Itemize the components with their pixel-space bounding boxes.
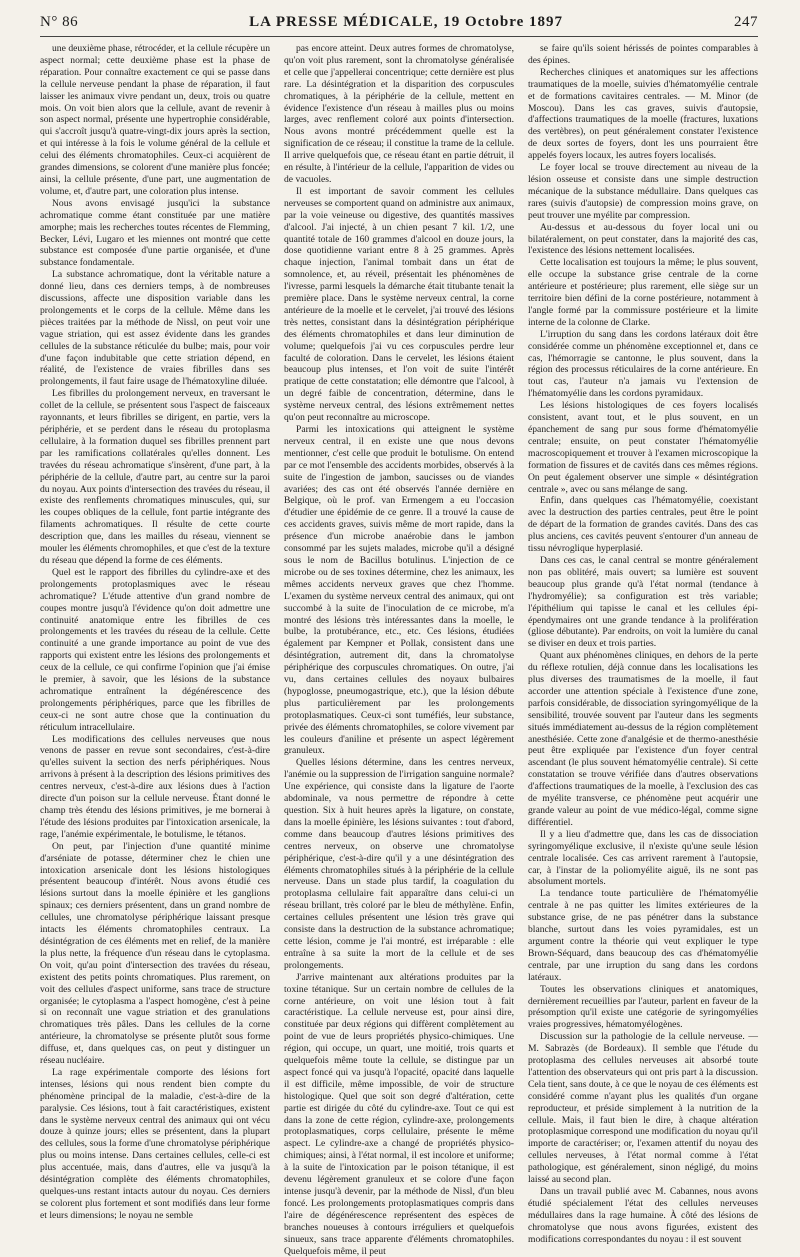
paragraph: Au-dessus et au-dessous du foyer local uni ou bilatéralement, on peut constater, dans la majorité des cas, l'existence des lésions nettement localisées. xyxy=(528,221,758,257)
paragraph: La rage expérimentale comporte des lésions fort intenses, lésions qui nous rendent bien compte du phénomène principal de la maladie, c'est-à-dire de la paralysie. Ces lésions, tout à fait caractéristiques, existent dans le système nerveux central des animaux qui ont vécu douze à quinze jours; elles se présentent, dans la plupart des cellules, sous la forme d'une chromatolyse périphérique plus ou moins intense. Dans certaines cellules, celle-ci est plus accentuée, mais, dans d'autres, elle va jusqu'à la désintégration complète des éléments chromatophiles, quelques-uns restant intacts autour du noyau. Ces derniers se colorent plus fortement et sont modifiés dans leur forme et leurs dimensions; le noyau ne semble xyxy=(40,1066,270,1221)
text-columns xyxy=(40,43,758,1257)
paragraph: Nous avons envisagé jusqu'ici la substance achromatique comme étant constituée par une matière amorphe; mais les recherches toutes récentes de Flemming, Becker, Lévi, Lugaro et les miennes ont montré que cette substance est composée d'une partie organisée, et d'une substance fondamentale. xyxy=(40,197,270,269)
paragraph: pas encore atteint. Deux autres formes de chromatolyse, qu'on voit plus rarement, sont la chromatolyse généralisée et celle que j'appellerai concentrique; cette dernière est plus rare. La désintégration et la disparition des corpuscules chromatiques, à la périphérie de la cellule, mettent en évidence l'existence d'un réseau à mailles plus ou moins larges, avec renflement coloré aux points d'intersection. Nous avons montré précédemment quelle est la signification de ce réseau; il constitue la trame de la cellule. Il arrive quelquefois que, ce réseau étant en partie détruit, il en résulte, à l'intérieur de la cellule, l'apparition de vides ou de vacuoles. xyxy=(284,43,514,185)
paragraph: La tendance toute particulière de l'hématomyélie centrale à ne pas quitter les limites extérieures de la substance grise, de ne pas pénétrer dans la substance blanche, surtout dans les voies pyramidales, est un argument contre la théorie qui veut expliquer le type Brown-Séquard, dans beaucoup des cas d'hématomyélie centrale, par une irruption du sang dans les cordons latéraux. xyxy=(528,888,758,983)
paragraph: Parmi les intoxications qui atteignent le système nerveux central, il en existe une que nous devons mentionner, c'est celle que produit le botulisme. On entend par ce mot l'ensemble des accidents morbides, observés à la suite de l'ingestion de jambon, saucisses ou de viandes avariées; des cas ont été observés l'année dernière en Belgique, où le prof. van Ermengem a eu l'occasion d'étudier une épidémie de ce genre. Il a trouvé la cause de ces accidents graves, suivis même de mort rapide, dans la présence d'un microbe anaérobie dans le jambon consommé par les sujets malades, microbe qu'il a désigné sous le nom de Bacillus botulinus. L'injection de ce microbe ou de ses toxines détermine, chez les animaux, les mêmes accidents nerveux graves que chez l'homme. L'examen du système nerveux central des animaux, qui ont succombé à la suite de l'inoculation de ce microbe, m'a montré des lésions très intéressantes dans la moelle, le bulbe, la protubérance, etc., etc. Ces lésions, étudiées également par Kempner et Pollak, consistent dans une désintégration, autrement dit, dans la chromatolyse périphérique des corpuscules chromatiques. On outre, j'ai vu, dans certaines cellules des noyaux bulbaires (hypoglosse, pneumogastrique, etc.), que la lésion débute plus particulièrement par les prolongements protoplasmatiques. Ceux-ci sont tuméfiés, leur substance, privée des éléments chromatophiles, se colore vivement par les couleurs d'aniline et présente un aspect légèrement granuleux. xyxy=(284,424,514,757)
paragraph: Enfin, dans quelques cas l'hématomyélie, coexistant avec la destruction des parties centrales, peut être le point de départ de la formation de grandes cavités. Dans des cas plus anciens, ces cavités peuvent s'entourer d'un anneau de tissu névroglique hyperplasié. xyxy=(528,495,758,555)
paragraph: J'arrive maintenant aux altérations produites par la toxine tétanique. Sur un certain nombre de cellules de la corne antérieure, on voit une lésion tout à fait caractéristique. La cellule nerveuse est, pour ainsi dire, constituée par deux régions qui diffèrent complètement au point de vue de leurs propriétés physico-chimiques. Une région, qui occupe, un quart, une moitié, trois quarts et quelquefois même toute la cellule, se distingue par un aspect foncé qui va jusqu'à l'opacité, opacité dans laquelle il est difficile, même impossible, de voir de structure histologique. Quel que soit son degré d'altération, cette partie est dirigée du côté du cylindre-axe. Tout ce qui est dans la zone de cette région, cylindre-axe, prolongements protoplasmatiques, corps cellulaire, présente le même aspect. Le cylindre-axe a changé de propriétés physico-chimiques; ainsi, à l'état normal, il est incolore et uniforme; à la suite de l'intoxication par le poison tétanique, il est devenu légèrement granuleux et se colore d'une façon intense jusqu'à devenir, par la méthode de Nissl, d'un bleu foncé. Les prolongements protoplasmatiques compris dans l'aire de dégénérescence représentent des espèces de branches noueuses à contours irréguliers et quelquefois sinueux, sans trace apparente d'éléments chromatophiles. Quelquefois même, il peut xyxy=(284,971,514,1257)
paragraph: Il y a lieu d'admettre que, dans les cas de dissociation syringomyélique exclusive, il n'existe qu'une seule lésion centrale localisée. Ces cas arrivent rarement à l'autopsie, car, à l'instar de la poliomyélite aiguë, ils ne sont pas absolument mortels. xyxy=(528,828,758,888)
column-right xyxy=(528,43,758,1245)
paragraph: L'irruption du sang dans les cordons latéraux doit être considérée comme un phénomène exceptionnel et, dans ce cas, l'hémorragie se cantonne, le plus souvent, dans la région des processus réticulaires de la corne antérieure. En tout cas, l'auteur n'a jamais vu l'extension de l'hématomyélie dans les cordons pyramidaux. xyxy=(528,328,758,400)
paragraph: La substance achromatique, dont la véritable nature a donné lieu, dans ces derniers temps, à de nombreuses discussions, affecte une disposition variable dans les prolongements et le corps de la cellule. Même dans les pièces traitées par la méthode de Nissl, on peut voir une vague striation, qui est assez évidente dans les grandes cellules de la substance réticulée du bulbe; mais, pour voir d'une façon indubitable que cette striation dépend, en réalité, de l'existence de vraies fibrilles dans ses prolongements, il faut faire usage de l'hématoxyline diluée. xyxy=(40,269,270,388)
column-left xyxy=(40,43,270,1221)
paragraph: Les lésions histologiques de ces foyers localisés consistent, avant tout, et le plus souvent, en un épanchement de sang pur sous forme d'hématomyélie centrale; ensuite, on peut constater l'hématomyélie macroscopiquement et trouver à l'examen microscopique la formation de fissures et de cavités dans ces mêmes régions. On peut également observer une simple « désintégration centrale », avec ou sans mélange de sang. xyxy=(528,400,758,495)
column-middle xyxy=(284,43,514,1257)
paragraph: Les modifications des cellules nerveuses que nous venons de passer en revue sont secondaires, c'est-à-dire qu'elles suivent la section des nerfs périphériques. Nous arrivons à présent à la description des lésions primitives des centres nerveux, c'est-à-dire aux lésions dues à l'action directe d'un poison sur la cellule nerveuse. Étant donné le champ très étendu des lésions primitives, je me bornerai à l'étude des lésions produites par l'intoxication arsenicale, la rage, l'anémie expérimentale, le botulisme, le tétanos. xyxy=(40,733,270,840)
issue-number: N° 86 xyxy=(40,14,79,30)
paragraph: Dans un travail publié avec M. Cabannes, nous avons étudié spécialement l'état des cellules nerveuses médullaires dans la rage humaine. À côté des lésions de chromatolyse que nous avons figurées, existent des modifications correspondantes du noyau : il est souvent xyxy=(528,1186,758,1245)
paragraph: Discussion sur la pathologie de la cellule nerveuse. — M. Sabrazès (de Bordeaux). Il semble que l'étude du protoplasma des cellules nerveuses ait absorbé toute l'attention des observateurs qui ont pris part à la discussion. Cela tient, sans doute, à ce que le noyau de ces éléments est considéré comme n'ayant plus les qualités d'un organe reproducteur, et préside simplement à la nutrition de la cellule. Mais, il faut bien le dire, à chaque altération protoplasmique correspond une modification du noyau qu'il importe de caractériser; or, l'examen attentif du noyau des cellules nerveuses, à l'état normal comme à l'état pathologique, est généralement, sinon négligé, du moins laissé au second plan. xyxy=(528,1031,758,1186)
paragraph: Le foyer local se trouve directement au niveau de la lésion osseuse et consiste dans une simple destruction mécanique de la substance médullaire. Dans quelques cas rares (suivis d'autopsie) de compression moins grave, on peut trouver une myélite par compression. xyxy=(528,162,758,221)
running-header xyxy=(40,14,758,37)
paragraph: Quelles lésions détermine, dans les centres nerveux, l'anémie ou la suppression de l'irrigation sanguine normale? Une expérience, qui consiste dans la ligature de l'aorte abdominale, va nous permettre de répondre à cette question. Six à huit heures après la ligature, on constate, dans la moelle épinière, les lésions suivantes : tout d'abord, comme dans beaucoup d'autres lésions primitives des centres nerveux, on observe une chromatolyse périphérique, c'est-à-dire qu'il y a une désintégration des éléments chromatophiles situés à la périphérie de la cellule nerveuse. Dans un stade plus tardif, la coagulation du protoplasma cellulaire fait apparaître dans celui-ci un réseau brillant, très coloré par le bleu de méthylène. Enfin, certaines cellules présentent une lésion très grave qui consiste dans la destruction de la substance achromatique; cette lésion, comme je l'ai montré, est irréparable : elle entraîne à sa suite la mort de la cellule et de ses prolongements. xyxy=(284,757,514,971)
journal-title: LA PRESSE MÉDICALE, 19 Octobre 1897 xyxy=(249,14,563,30)
paragraph: Dans ces cas, le canal central se montre généralement non pas oblitéré, mais ouvert; sa lumière est souvent beaucoup plus grande qu'à l'état normal (tendance à l'hydromyélie); sa configuration est très variable; l'épithélium qui tapisse le canal et les cellules épi-épendymaires ont une grande tendance à la prolifération (gliose débutante). Par endroits, on voit la lumière du canal se diviser en deux et trois parties. xyxy=(528,554,758,650)
paragraph: une deuxième phase, rétrocéder, et la cellule récupère un aspect normal; cette deuxième phase est la phase de réparation. Pour connaître exactement ce qui se passe dans la cellule nerveuse pendant la phase de réparation, il faut laisser les animaux vivre pendant un, deux, trois ou quatre mois. On voit bien alors que la cellule, avant de revenir à son aspect normal, présente une hypertrophie considérable, qui s'accroît jusqu'à quatre-vingt-dix jours après la section, et qui intéresse à la fois le volume général de la cellule et celui des éléments chromatophiles. Ceux-ci acquièrent de grandes dimensions, se colorent d'une manière plus foncée; ainsi, la cellule présente, d'une part, une augmentation de volume, et, d'autre part, une coloration plus intense. xyxy=(40,43,270,197)
paragraph: Les fibrilles du prolongement nerveux, en traversant le collet de la cellule, se présentent sous l'aspect de faisceaux rayonnants, et leurs fibrilles se dirigent, en partie, vers la périphérie, et se perdent dans le réseau du protoplasma cellulaire, à la formation duquel ses fibrilles prennent part par les ramifications collatérales qu'elles donnent. Les travées du réseau achromatique s'insèrent, d'une part, à la périphérie de la cellule, d'autre part, au centre sur la paroi du noyau. Aux points d'intersection des travées du réseau, il existe des renflements chromatiques minuscules, qui, sur les coupes obliques de la cellule, font partie intégrante des filaments achromatiques. Il résulte de cette courte description que, dans les mailles du réseau, viennent se mouler les éléments chromophiles, et que c'est de la texture du réseau que dépend la forme de ces éléments. xyxy=(40,388,270,566)
paragraph: Recherches cliniques et anatomiques sur les affections traumatiques de la moelle, suivies d'hématomyélie centrale et de formations cavitaires centrales. — M. Minor (de Moscou). Dans les cas graves, suivis d'autopsie, d'affections traumatiques de la moelle (fractures, luxations des vertèbres), on peut généralement constater l'existence de deux sortes de foyers, dont les uns pourraient être appelés foyers locaux, les autres foyers localisés. xyxy=(528,66,758,162)
paragraph: Toutes les observations cliniques et anatomiques, dernièrement recueillies par l'auteur, parlent en faveur de la présomption qu'il existe une catégorie de syringomyélies vraies progressives, hématomyélogènes. xyxy=(528,983,758,1031)
paragraph: On peut, par l'injection d'une quantité minime d'arséniate de potasse, déterminer chez le chien une intoxication arsenicale dont les lésions histologiques présentent beaucoup d'intérêt. Nous avons étudié ces lésions surtout dans la moelle épinière et les ganglions spinaux; ces derniers présentent, dans un grand nombre de cellules, une chromatolyse périphérique laissant presque intacts les éléments chromatophiles centraux. La désintégration de ces éléments met en relief, de la manière la plus nette, la fréquence d'un réseau dans le cytoplasma. On voit, qu'au point d'intersection des travées du réseau, existent des petits points chromatiques. Plus rarement, on voit des cellules d'aspect uniforme, sans trace de structure organisée; le cytoplasma a l'aspect homogène, c'est à peine si on reconnaît une vague striation et des granulations chromatiques très pâles. Dans les cellules de la corne antérieure, la chromatolyse se présente plutôt sous forme diffuse, et, dans quelques cas, on peut y distinguer un réseau nucléaire. xyxy=(40,840,270,1067)
paragraph: Il est important de savoir comment les cellules nerveuses se comportent quand on administre aux animaux, par la voie veineuse ou digestive, des quantités massives d'alcool. J'ai injecté, à un chien pesant 7 kil. 1/2, une quantité totale de 160 grammes d'alcool en douze jours, la dose quotidienne variant entre 8 à 25 grammes. Après chaque injection, l'animal tombait dans un état de somnolence, et, au réveil, présentait les phénomènes de l'ivresse, parmi lesquels la démarche était titubante tenait la première place. Dans le système nerveux central, la corne antérieure de la moelle et le cervelet, j'ai trouvé des lésions très nettes, consistant dans la désintégration périphérique des éléments chromatophiles et dans leur diminution de volume; quelquefois j'ai vu ces corpuscules perdre leur faculté de coloration. Dans le cervelet, les lésions étaient beaucoup plus intenses, et l'on voit de suite l'intérêt pratique de cette constatation; elle démontre que l'alcool, à un degré faible de concentration, détermine, dans le système nerveux central, des lésions extrêmement nettes qu'on peut reconnaître au microscope. xyxy=(284,185,514,424)
paragraph: se faire qu'ils soient hérissés de pointes comparables à des épines. xyxy=(528,43,758,66)
paragraph: Quant aux phénomènes cliniques, en dehors de la perte du réflexe rotulien, déjà connue dans les localisations les plus diverses des traumatismes de la moelle, il faut accorder une attention spéciale à l'existence d'une zone, parfois considérable, de dissociation syringomyélique de la sensibilité, trouvée souvent par l'auteur dans les segments situés immédiatement au-dessus de la région complètement anesthésiée. Cette zone d'analgésie et de thermo-anesthésie peut être expliquée par l'existence d'un foyer central ascendant (le plus souvent hématomyélie centrale). Si cette constatation se trouve vérifiée dans d'autres observations d'affections traumatiques de la moelle, à l'exclusion des cas de myélite transverse, ce phénomène peut acquérir une grande valeur au point de vue médico-légal, comme signe différentiel. xyxy=(528,650,758,828)
paragraph: Cette localisation est toujours la même; le plus souvent, elle occupe la substance grise centrale de la corne antérieure et postérieure; plus rarement, elle siège sur un territoire bien défini de la corne postérieure, notamment à l'angle formé par la commissure postérieure et la limite interne de la colonne de Clarke. xyxy=(528,257,758,328)
page-number: 247 xyxy=(733,14,758,30)
paragraph: Quel est le rapport des fibrilles du cylindre-axe et des prolongements protoplasmiques avec le réseau achromatique? L'étude attentive d'un grand nombre de coupes montre jusqu'à l'évidence qu'on doit admettre une continuité anatomique entre les fibrilles de ces prolongements et les travées du réseau de la cellule. Cette continuité a une grande importance au point de vue des rapports qui existent entre les lésions des prolongements et ceux de la cellule, ce qui confirme l'opinion que j'ai émise le premier, à savoir, que les lésions de la substance achromatique entraînent la dégénérescence des prolongements périphériques, parce que les fibrilles de ceux-ci ne sont autre chose que la continuation du réticulum intracellulaire. xyxy=(40,566,270,733)
